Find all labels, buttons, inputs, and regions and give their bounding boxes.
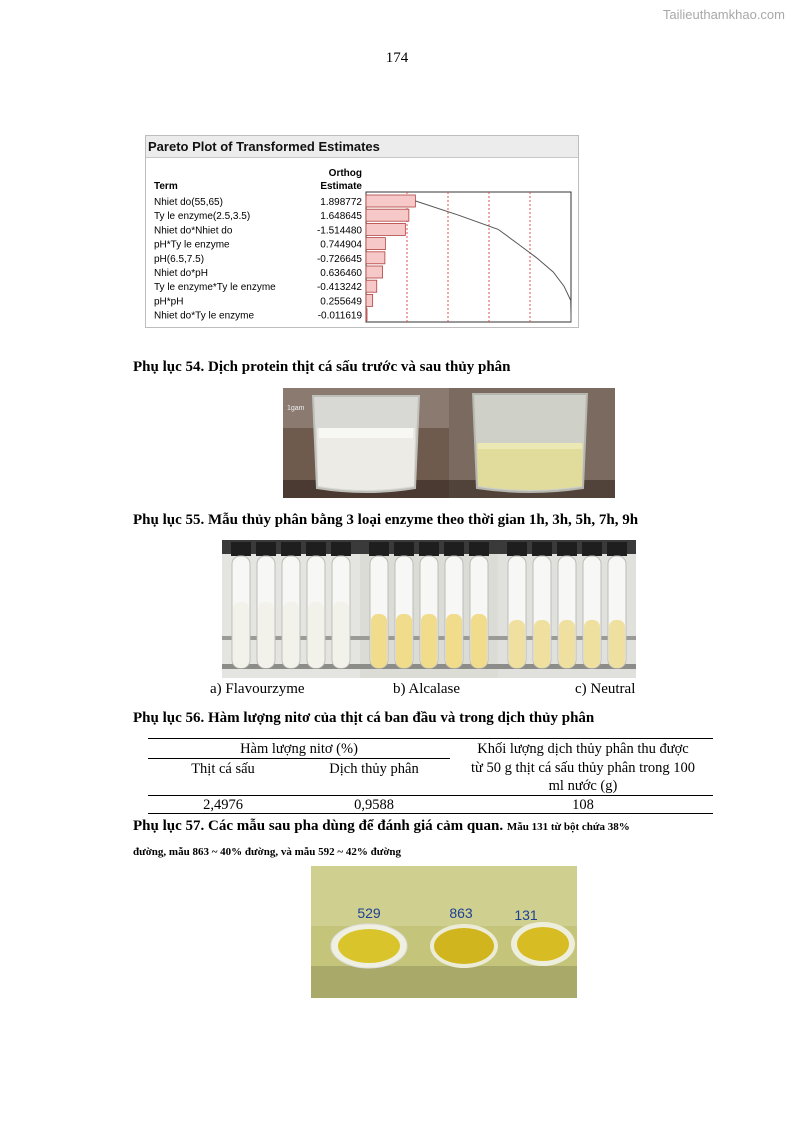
caption-55: Phụ lục 55. Mẫu thủy phân bằng 3 loại enzyme theo thời gian 1h, 3h, 5h, 7h, 9h (133, 512, 639, 528)
sub-caption-c: c) Neutral (575, 681, 636, 697)
caption-54: Phụ lục 54. Dịch protein thịt cá sấu trước và sau thủy phân (133, 359, 511, 375)
tube-cap (507, 542, 527, 556)
pareto-term-label: Nhiet do*pH (154, 268, 208, 279)
tube-liquid (283, 602, 299, 668)
tube-liquid (396, 614, 412, 668)
tube-liquid (534, 620, 550, 668)
tube-cap (444, 542, 464, 556)
caption-57-small: Mẫu 131 từ bột chứa 38% (506, 821, 630, 833)
tube-cap (582, 542, 602, 556)
tube-cap (331, 542, 351, 556)
table-col3-header-l3: ml nước (g) (548, 778, 618, 794)
pareto-bar (366, 238, 385, 250)
pareto-estimate-label: 0.636460 (320, 268, 362, 279)
tube-cap (394, 542, 414, 556)
pareto-bar (366, 209, 409, 221)
tube-liquid (609, 620, 625, 668)
pareto-term-label: Ty le enzyme(2.5,3.5) (154, 211, 251, 223)
caption-57 (133, 818, 630, 835)
photo-label: 1gam (287, 405, 305, 412)
pareto-bar (366, 223, 405, 235)
tube-cap (306, 542, 326, 556)
sub-caption-a: a) Flavourzyme (210, 681, 305, 697)
table-val3: 108 (572, 797, 594, 813)
table-val1: 2,4976 (203, 797, 243, 813)
pareto-term-label: Ty le enzyme*Ty le enzyme (154, 282, 276, 294)
col-est-line1: Orthog (328, 168, 362, 179)
pareto-estimate-label: -0.011619 (317, 310, 362, 322)
caption-57-bold: Phụ lục 57. Các mẫu sau pha dùng để đánh giá cảm quan. (133, 818, 504, 834)
pareto-term-label: Nhiet do(55,65) (154, 197, 223, 208)
tube-cap (256, 542, 276, 556)
pareto-bar (366, 309, 367, 321)
tube-liquid (559, 620, 575, 668)
pareto-bar (366, 252, 385, 264)
tube-cap (231, 542, 251, 556)
photo-test-tubes (222, 540, 636, 678)
tube-cap (557, 542, 577, 556)
table-col2-header: Dịch thủy phân (329, 761, 419, 777)
tube-liquid (371, 614, 387, 668)
tube-liquid (584, 620, 600, 668)
cup-label-863: 863 (449, 905, 473, 921)
watermark: Tailieuthamkhao.com (662, 7, 785, 22)
pareto-bar (366, 266, 383, 278)
pareto-title: Pareto Plot of Transformed Estimates (146, 136, 578, 158)
pareto-estimate-label: 0.744904 (320, 239, 362, 251)
nitrogen-table (148, 738, 713, 814)
tube-cap (419, 542, 439, 556)
photo-cups (311, 866, 577, 998)
pareto-term-label: pH(6.5,7.5) (154, 253, 205, 265)
tube-liquid (308, 602, 324, 668)
pareto-term-label: Nhiet do*Nhiet do (154, 225, 233, 237)
table-group-header: Hàm lượng nitơ (%) (240, 741, 358, 757)
tube-cap (369, 542, 389, 556)
tube-cap (532, 542, 552, 556)
tube-liquid (233, 602, 249, 668)
tube-cap (469, 542, 489, 556)
pareto-bar (366, 195, 415, 207)
pareto-estimate-label: -1.514480 (316, 225, 362, 237)
col-est-line2: Estimate (320, 181, 362, 192)
tube-cap (281, 542, 301, 556)
tube-liquid (258, 602, 274, 668)
cumulative-curve (416, 201, 571, 322)
tube-liquid (446, 614, 462, 668)
table-val2: 0,9588 (354, 797, 394, 813)
pareto-term-label: pH*Ty le enzyme (154, 239, 230, 251)
tube-liquid (471, 614, 487, 668)
pareto-estimate-label: 0.255649 (320, 296, 362, 308)
table-col1-header: Thịt cá sấu (191, 761, 255, 777)
page-number: 174 (385, 50, 409, 66)
caption-57-line2: đường, mẫu 863 ~ 40% đường, và mẫu 592 ~ 42% đường (133, 846, 402, 858)
col-term: Term (154, 181, 178, 192)
caption-56: Phụ lục 56. Hàm lượng nitơ của thịt cá ban đầu và trong dịch thủy phân (133, 710, 595, 726)
pareto-chart (146, 159, 578, 327)
pareto-estimate-label: -0.413242 (316, 282, 362, 294)
pareto-bar (366, 294, 373, 306)
pareto-bar (366, 280, 377, 292)
pareto-estimate-label: -0.726645 (316, 253, 362, 265)
tube-cap (607, 542, 627, 556)
photo-beakers (283, 388, 615, 498)
pareto-term-label: Nhiet do*Ty le enzyme (154, 310, 255, 322)
pareto-term-label: pH*pH (154, 296, 184, 308)
pareto-estimate-label: 1.648645 (320, 211, 362, 223)
tube-liquid (421, 614, 437, 668)
table-col3-header-l1: Khối lượng dịch thủy phân thu được (477, 741, 689, 757)
tube-liquid (333, 602, 349, 668)
tube-liquid (509, 620, 525, 668)
cup-label-131: 131 (514, 907, 538, 923)
sub-caption-b: b) Alcalase (393, 681, 461, 697)
table-col3-header-l2: từ 50 g thịt cá sấu thủy phân trong 100 (470, 760, 696, 776)
cup-label-529: 529 (357, 905, 381, 921)
pareto-plot (145, 135, 579, 328)
pareto-estimate-label: 1.898772 (320, 197, 362, 208)
